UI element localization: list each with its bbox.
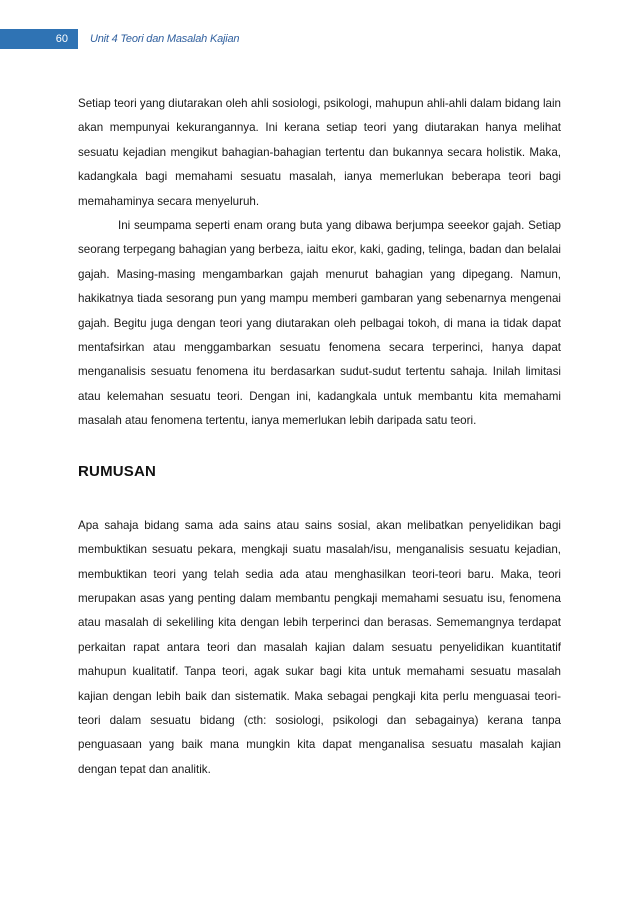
section-body bbox=[78, 514, 561, 782]
section-heading: RUMUSAN bbox=[78, 462, 157, 480]
body-paragraph-1: Setiap teori yang diutarakan oleh ahli sosiologi, psikologi, mahupun ahli-ahli dalam bidang lain akan mempunyai kekurangannya. Ini kerana setiap teori yang diutarakan hanya melihat sesuatu kejadian mengikut bahagian-bahagian tertentu dan bukannya secara holistik. Maka, kadangkala bagi memahami sesuatu masalah, ianya memerlukan beberapa teori bagi memahaminya secara menyeluruh. bbox=[78, 97, 561, 208]
section-paragraph: Apa sahaja bidang sama ada sains atau sains sosial, akan melibatkan penyelidikan bagi membuktikan sesuatu pekara, mengkaji suatu masalah/isu, menganalisis sesuatu kejadian, membuktikan teori yang telah sedia ada atau menghasilkan teori-teori baru. Maka, teori merupakan asas yang penting dalam membantu pengkaji memahami sesuatu isu, fenomena atau masalah di sekeliling kita dengan lebih terperinci dan berasas. Sememangnya terdapat perkaitan rapat antara teori dan masalah kajian dalam sesuatu penyelidikan kuantitatif mahupun kualitatif. Tanpa teori, agak sukar bagi kita untuk memahami sesuatu masalah kajian dengan lebih baik dan sistematik. Maka sebagai pengkaji kita perlu menguasai teori-teori dalam sesuatu bidang (cth: sosiologi, psikologi dan sebagainya) kerana tanpa penguasaan yang baik mana mungkin kita dapat menganalisa sesuatu masalah kajian dengan tepat dan analitik. bbox=[78, 518, 561, 776]
page-number: 60 bbox=[55, 33, 68, 45]
running-title: Unit 4 Teori dan Masalah Kajian bbox=[90, 33, 240, 45]
page-header bbox=[0, 0, 638, 78]
page-number-tab bbox=[0, 29, 78, 49]
body-paragraph-2: Ini seumpama seperti enam orang buta yang dibawa berjumpa seeekor gajah. Setiap seorang terpegang bahagian yang berbeza, iaitu ekor, kaki, gading, telinga, badan dan belalai gajah. Masing-masing mengambarkan gajah menurut bahagian yang dipegang. Namun, hakikatnya tiada sesorang pun yang mampu memberi gambaran yang sebenarnya mengenai gajah. Begitu juga dengan teori yang diutarakan oleh pelbagai tokoh, di mana ia tidak dapat mentafsirkan atau menggambarkan sesuatu fenomena secara terperinci, hanya dapat menganalisis sesuatu fenomena itu berdasarkan sudut-sudut tertentu sahaja. Inilah limitasi atau kelemahan sesuatu teori. Dengan ini, kadangkala untuk membantu kita memahami masalah atau fenomena tertentu, ianya memerlukan lebih daripada satu teori. bbox=[78, 219, 561, 428]
page-content bbox=[78, 92, 561, 782]
